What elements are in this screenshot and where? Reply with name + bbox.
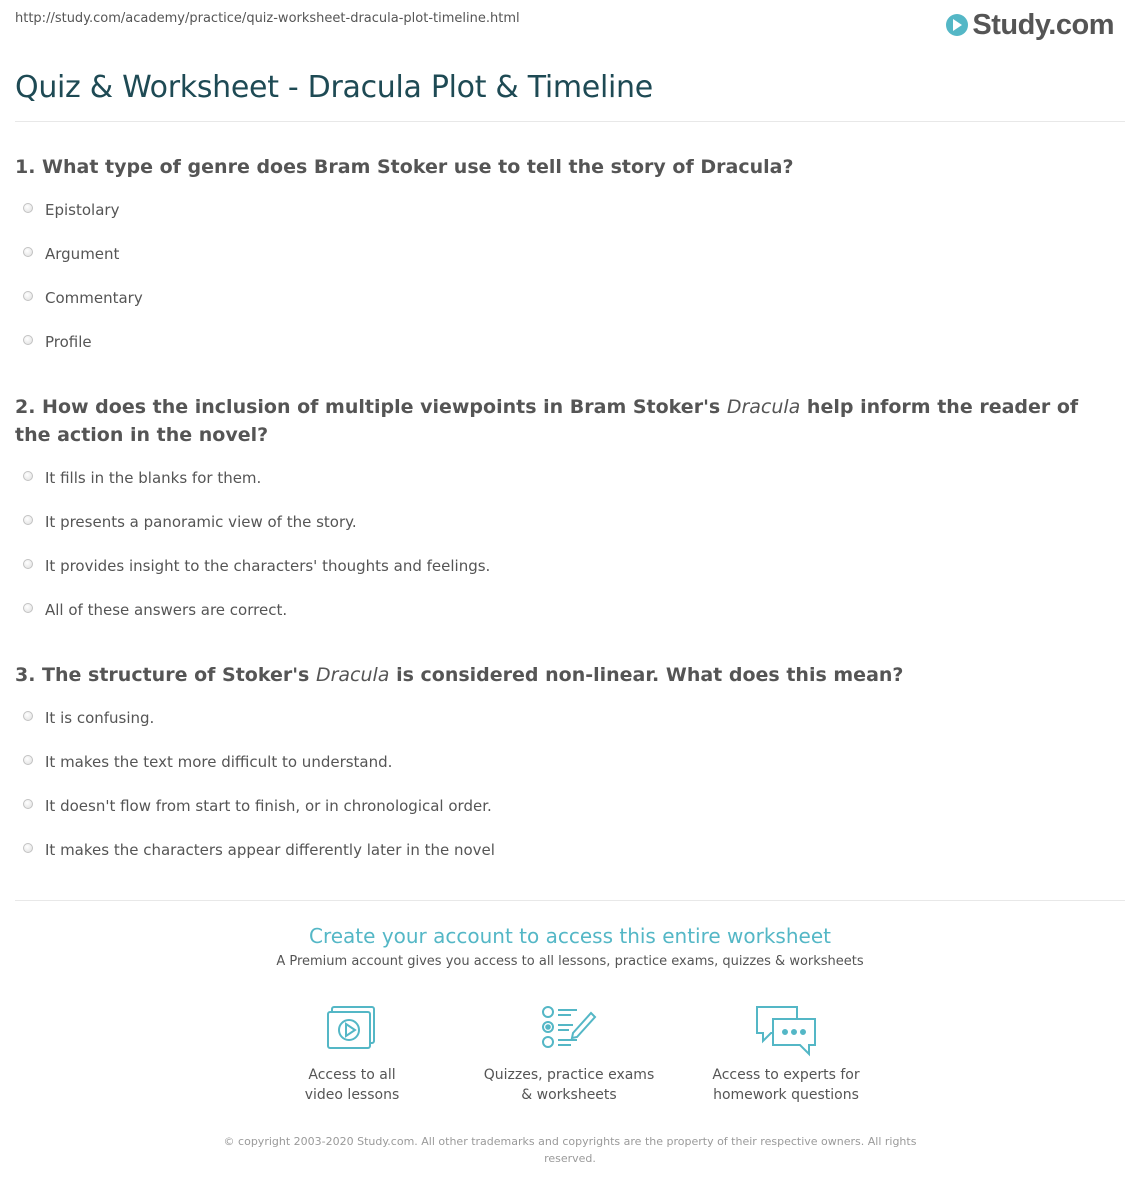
quiz-checklist-icon bbox=[469, 1005, 669, 1055]
answer-label: It is confusing. bbox=[45, 709, 155, 727]
play-icon bbox=[946, 14, 968, 36]
feature-experts bbox=[686, 1005, 886, 1105]
answer-option[interactable] bbox=[23, 795, 492, 817]
book-title: Dracula bbox=[315, 664, 390, 686]
answer-label: It doesn't flow from start to finish, or in chronological order. bbox=[45, 797, 492, 815]
book-title: Dracula bbox=[726, 396, 801, 418]
feature-quizzes bbox=[469, 1005, 669, 1105]
logo-text: Study.com bbox=[972, 8, 1114, 41]
answer-label: Argument bbox=[45, 245, 120, 263]
answer-label: It provides insight to the characters' thoughts and feelings. bbox=[45, 557, 491, 575]
answer-label: It makes the text more difficult to understand. bbox=[45, 753, 393, 771]
radio-button[interactable] bbox=[23, 799, 33, 809]
feature-label-line: Quizzes, practice exams bbox=[483, 1067, 655, 1083]
answer-label: It presents a panoramic view of the story. bbox=[45, 513, 357, 531]
feature-label-line: Access to all bbox=[308, 1067, 396, 1083]
radio-button[interactable] bbox=[23, 291, 33, 301]
radio-button[interactable] bbox=[23, 603, 33, 613]
answer-label: It fills in the blanks for them. bbox=[45, 469, 262, 487]
answer-option[interactable] bbox=[23, 243, 119, 265]
question-3: 3. The structure of Stoker's Dracula is considered non-linear. What does this mean? bbox=[15, 664, 904, 686]
question-2: 2. How does the inclusion of multiple viewpoints in Bram Stoker's Dracula help inform the reader of the action in the novel? bbox=[15, 396, 1079, 446]
radio-button[interactable] bbox=[23, 471, 33, 481]
create-account-link[interactable]: Create your account to access this entire worksheet bbox=[309, 924, 831, 948]
answer-option[interactable] bbox=[23, 199, 119, 221]
radio-button[interactable] bbox=[23, 247, 33, 257]
answer-option[interactable] bbox=[23, 599, 287, 621]
radio-button[interactable] bbox=[23, 711, 33, 721]
chat-bubbles-icon bbox=[686, 1005, 886, 1055]
page-title: Quiz & Worksheet - Dracula Plot & Timeline bbox=[15, 70, 653, 105]
answer-label: Epistolary bbox=[45, 201, 120, 219]
answer-option[interactable] bbox=[23, 331, 92, 353]
answer-option[interactable] bbox=[23, 511, 357, 533]
answer-label: It makes the characters appear differently later in the novel bbox=[45, 841, 495, 859]
study-logo[interactable] bbox=[946, 8, 1114, 42]
radio-button[interactable] bbox=[23, 335, 33, 345]
answer-label: Commentary bbox=[45, 289, 143, 307]
answer-option[interactable] bbox=[23, 751, 392, 773]
answer-label: Profile bbox=[45, 333, 92, 351]
radio-button[interactable] bbox=[23, 559, 33, 569]
radio-button[interactable] bbox=[23, 755, 33, 765]
divider bbox=[15, 121, 1125, 122]
premium-description: A Premium account gives you access to all lessons, practice exams, quizzes & worksheets bbox=[276, 954, 864, 969]
radio-button[interactable] bbox=[23, 203, 33, 213]
divider bbox=[15, 900, 1125, 901]
answer-label: All of these answers are correct. bbox=[45, 601, 288, 619]
answer-option[interactable] bbox=[23, 839, 495, 861]
feature-video-lessons bbox=[252, 1005, 452, 1105]
copyright-notice: © copyright 2003-2020 Study.com. All other trademarks and copyrights are the property of their respective owners. All rights reserved. bbox=[223, 1135, 917, 1165]
video-lessons-icon bbox=[252, 1005, 452, 1055]
feature-label-line: & worksheets bbox=[521, 1087, 617, 1103]
question-1: 1. What type of genre does Bram Stoker use to tell the story of Dracula? bbox=[15, 156, 794, 178]
feature-label-line: Access to experts for bbox=[712, 1067, 860, 1083]
answer-option[interactable] bbox=[23, 555, 490, 577]
answer-option[interactable] bbox=[23, 287, 143, 309]
radio-button[interactable] bbox=[23, 515, 33, 525]
feature-label-line: video lessons bbox=[304, 1087, 400, 1103]
feature-label-line: homework questions bbox=[713, 1087, 859, 1103]
answer-option[interactable] bbox=[23, 467, 261, 489]
radio-button[interactable] bbox=[23, 843, 33, 853]
answer-option[interactable] bbox=[23, 707, 154, 729]
page-url: http://study.com/academy/practice/quiz-worksheet-dracula-plot-timeline.html bbox=[15, 11, 520, 26]
